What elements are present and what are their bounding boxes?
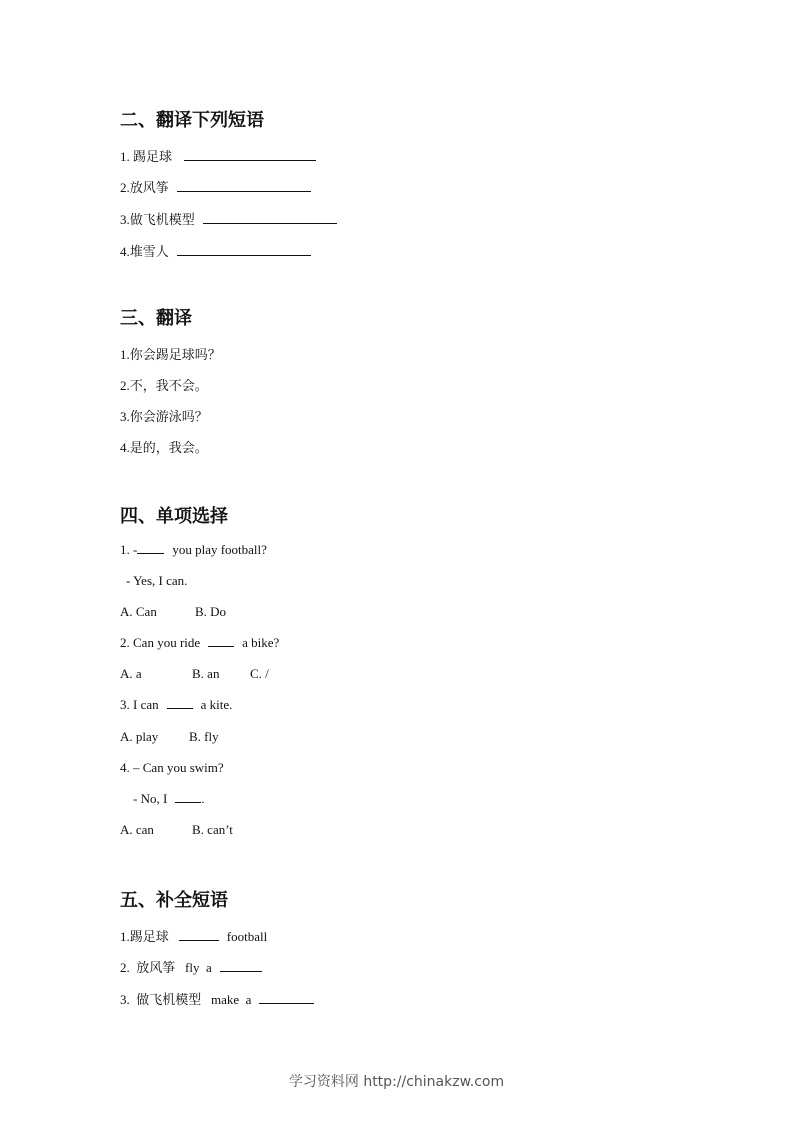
section-4-title: 四、单项选择 — [120, 506, 228, 527]
sec2-item-2-blank[interactable] — [177, 181, 311, 192]
sec2-item-3-text: 3.做飞机模型 — [120, 212, 195, 227]
sec5-q2-prefix: 2. 放风筝 fly a — [120, 960, 212, 975]
section-3-title: 三、翻译 — [120, 308, 192, 329]
sec2-item-4-blank[interactable] — [177, 245, 311, 256]
q3-option-a[interactable]: A. play — [120, 729, 159, 744]
q2-blank[interactable] — [208, 636, 234, 647]
sec3-item-3: 3.你会游泳吗？ — [120, 409, 208, 424]
q4-option-a[interactable]: A. can — [120, 822, 154, 837]
q4-line: 4. – Can you swim? — [120, 760, 224, 775]
sec3-item-1: 1.你会踢足球吗？ — [120, 347, 221, 362]
sec2-item-1 — [120, 146, 316, 165]
q1-prefix: 1. - — [120, 542, 138, 557]
sec5-q1-blank[interactable] — [179, 930, 219, 941]
sec2-item-4-text: 4.堆雪人 — [120, 244, 169, 259]
footer-watermark[interactable]: 学习资料网 http://chinakzw.com — [288, 1074, 505, 1090]
sec5-q3-prefix: 3. 做飞机模型 make a — [120, 992, 252, 1007]
q1-option-a[interactable]: A. Can — [120, 604, 157, 619]
q3-blank[interactable] — [167, 698, 193, 709]
sec2-item-2-text: 2.放风筝 — [120, 180, 169, 195]
sec3-item-2: 2.不，我不会。 — [120, 378, 208, 393]
q1-blank[interactable] — [137, 543, 164, 554]
sec5-q3 — [120, 989, 314, 1008]
q3-prefix: 3. I can — [120, 697, 159, 712]
sec5-q2 — [120, 957, 262, 976]
sec2-item-3-blank[interactable] — [203, 213, 337, 224]
q1-suffix: you play football? — [172, 542, 267, 557]
q2-prefix: 2. Can you ride — [120, 635, 201, 650]
q3-option-b[interactable]: B. fly — [189, 729, 219, 744]
q2-option-c[interactable]: C. / — [250, 666, 269, 681]
sec5-q1-prefix: 1.踢足球 — [120, 929, 169, 944]
q2-suffix: a bike? — [242, 635, 280, 650]
q2-option-a[interactable]: A. a — [120, 666, 142, 681]
q4-answer-prefix: - No, I — [133, 791, 168, 806]
sec5-q3-blank[interactable] — [259, 993, 314, 1004]
q4-option-b[interactable]: B. can’t — [192, 822, 233, 837]
q3-line — [120, 697, 232, 713]
q1-line — [120, 542, 267, 558]
sec5-q1-suffix: football — [226, 929, 268, 944]
sec5-q1 — [120, 926, 267, 945]
sec2-item-3 — [120, 209, 337, 228]
sec2-item-4 — [120, 241, 311, 260]
sec2-item-1-text: 1. 踢足球 — [120, 149, 173, 164]
q4-answer-suffix: . — [201, 791, 205, 806]
section-2-title: 二、翻译下列短语 — [120, 110, 264, 131]
q4-answer — [133, 791, 205, 807]
q3-suffix: a kite. — [200, 697, 233, 712]
q1-answer: - Yes, I can. — [126, 573, 188, 588]
section-5-title: 五、补全短语 — [120, 890, 228, 911]
sec2-item-1-blank[interactable] — [184, 150, 316, 161]
q2-line — [120, 635, 279, 651]
sec2-item-2 — [120, 177, 311, 196]
q1-option-b[interactable]: B. Do — [195, 604, 227, 619]
q2-option-b[interactable]: B. an — [192, 666, 220, 681]
q4-blank[interactable] — [175, 792, 201, 803]
sec5-q2-blank[interactable] — [220, 961, 262, 972]
sec3-item-4: 4.是的，我会。 — [120, 440, 208, 455]
